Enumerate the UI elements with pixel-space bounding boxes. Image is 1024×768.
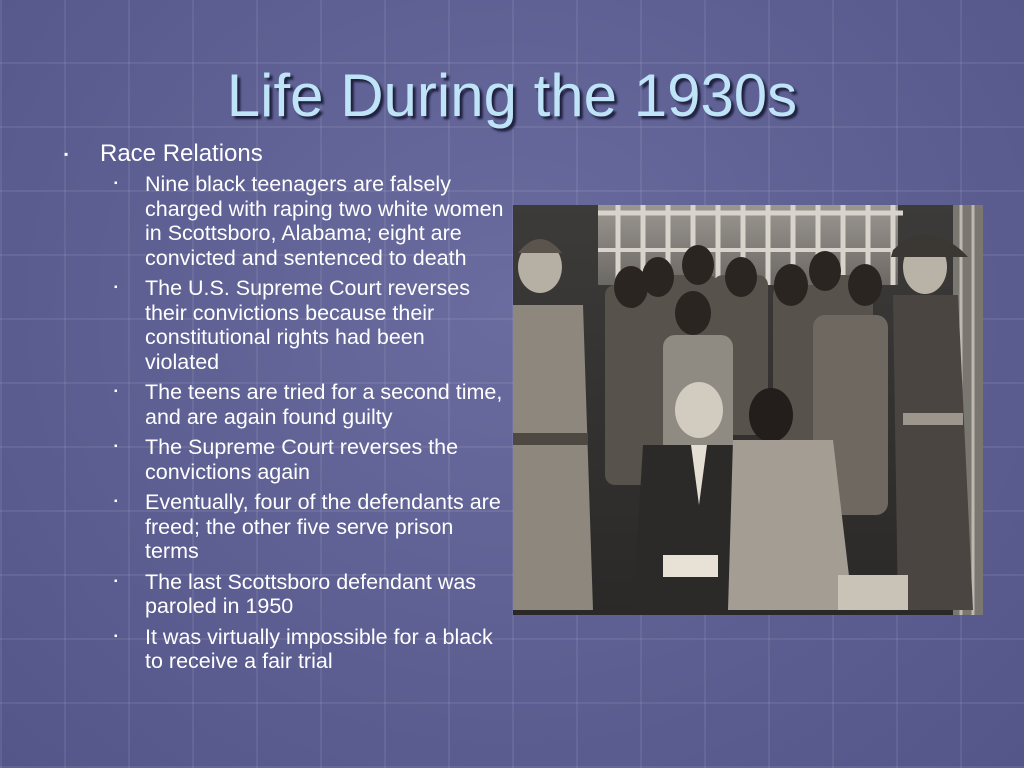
sub-bullet-item (114, 380, 504, 429)
sub-bullet-text: It was virtually impossible for a black to receive a fair trial (145, 624, 493, 673)
sub-bullet-text: The U.S. Supreme Court reverses their convictions because their constitutional rights had been violated (145, 276, 471, 374)
sub-bullet-list (114, 172, 504, 674)
sub-bullet-item (114, 435, 504, 484)
sub-bullet-text: The teens are tried for a second time, and are again found guilty (145, 380, 503, 429)
bullet-text: Race Relations (100, 140, 263, 167)
square-bullet-icon: ▪ (114, 178, 118, 189)
square-bullet-icon: ▪ (114, 496, 118, 507)
square-bullet-icon: ▪ (64, 147, 69, 161)
square-bullet-icon: ▪ (114, 575, 118, 587)
sub-bullet-item (114, 625, 504, 674)
sub-bullet-text: Nine black teenagers are falsely charged with raping two white women in Scottsboro, Alabama; eight are convicted and sentenced to death (145, 172, 504, 270)
sub-bullet-item (114, 276, 504, 374)
bullet-list (64, 140, 504, 680)
sub-bullet-text: The last Scottsboro defendant was paroled in 1950 (145, 569, 477, 618)
sub-bullet-item (114, 570, 504, 619)
sub-bullet-text: The Supreme Court reverses the convictions again (145, 435, 459, 484)
square-bullet-icon: ▪ (114, 282, 118, 293)
sub-bullet-item (114, 172, 504, 270)
sub-bullet-text: Eventually, four of the defendants are freed; the other five serve prison terms (145, 490, 501, 563)
bullet-race-relations (64, 140, 504, 168)
square-bullet-icon: ▪ (114, 386, 118, 397)
sub-bullet-item (114, 490, 504, 564)
scottsboro-photo (513, 205, 983, 615)
photo-illustration (513, 205, 983, 615)
square-bullet-icon: ▪ (114, 630, 118, 642)
square-bullet-icon: ▪ (114, 441, 118, 452)
slide-title: Life During the 1930s (226, 62, 798, 129)
